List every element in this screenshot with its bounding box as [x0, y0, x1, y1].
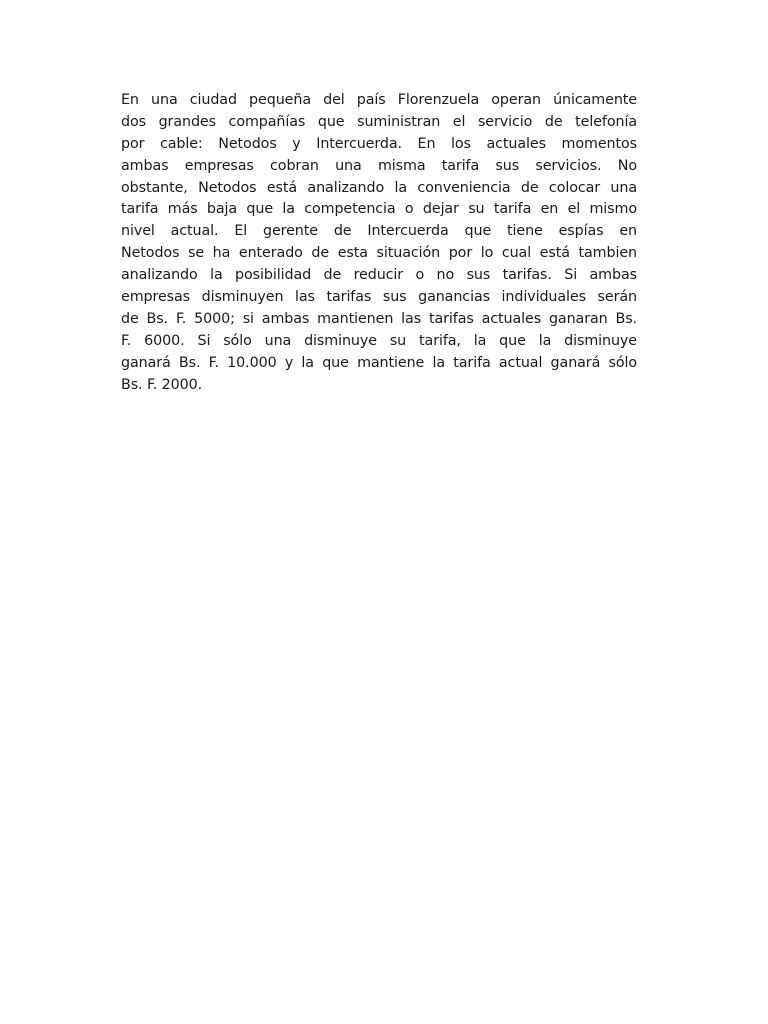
paragraph-line: F. 6000. Si sólo una disminuye su tarifa, la que la disminuye	[121, 332, 637, 349]
paragraph-line: por cable: Netodos y Intercuerda. En los actuales momentos	[121, 135, 637, 152]
paragraph-line: En una ciudad pequeña del país Florenzuela operan únicamente	[121, 92, 637, 108]
paragraph-line: nivel actual. El gerente de Intercuerda que tiene espías en	[121, 223, 637, 240]
paragraph-line: Netodos se ha enterado de esta situación por lo cual está tambien	[121, 245, 637, 262]
problem-paragraph	[121, 90, 637, 396]
paragraph-line: ambas empresas cobran una misma tarifa sus servicios. No	[121, 157, 637, 174]
paragraph-line: dos grandes compañías que suministran el servicio de telefonía	[121, 113, 637, 130]
paragraph-line: analizando la posibilidad de reducir o no sus tarifas. Si ambas	[121, 267, 637, 284]
paragraph-line: Bs. F. 2000.	[121, 376, 203, 393]
paragraph-line: empresas disminuyen las tarifas sus ganancias individuales serán	[121, 289, 637, 306]
paragraph-line: de Bs. F. 5000; si ambas mantienen las tarifas actuales ganaran Bs.	[121, 310, 637, 327]
paragraph-line: ganará Bs. F. 10.000 y la que mantiene la tarifa actual ganará sólo	[121, 354, 637, 371]
paragraph-line: tarifa más baja que la competencia o dejar su tarifa en el mismo	[121, 201, 637, 218]
paragraph-line: obstante, Netodos está analizando la conveniencia de colocar una	[121, 179, 637, 196]
